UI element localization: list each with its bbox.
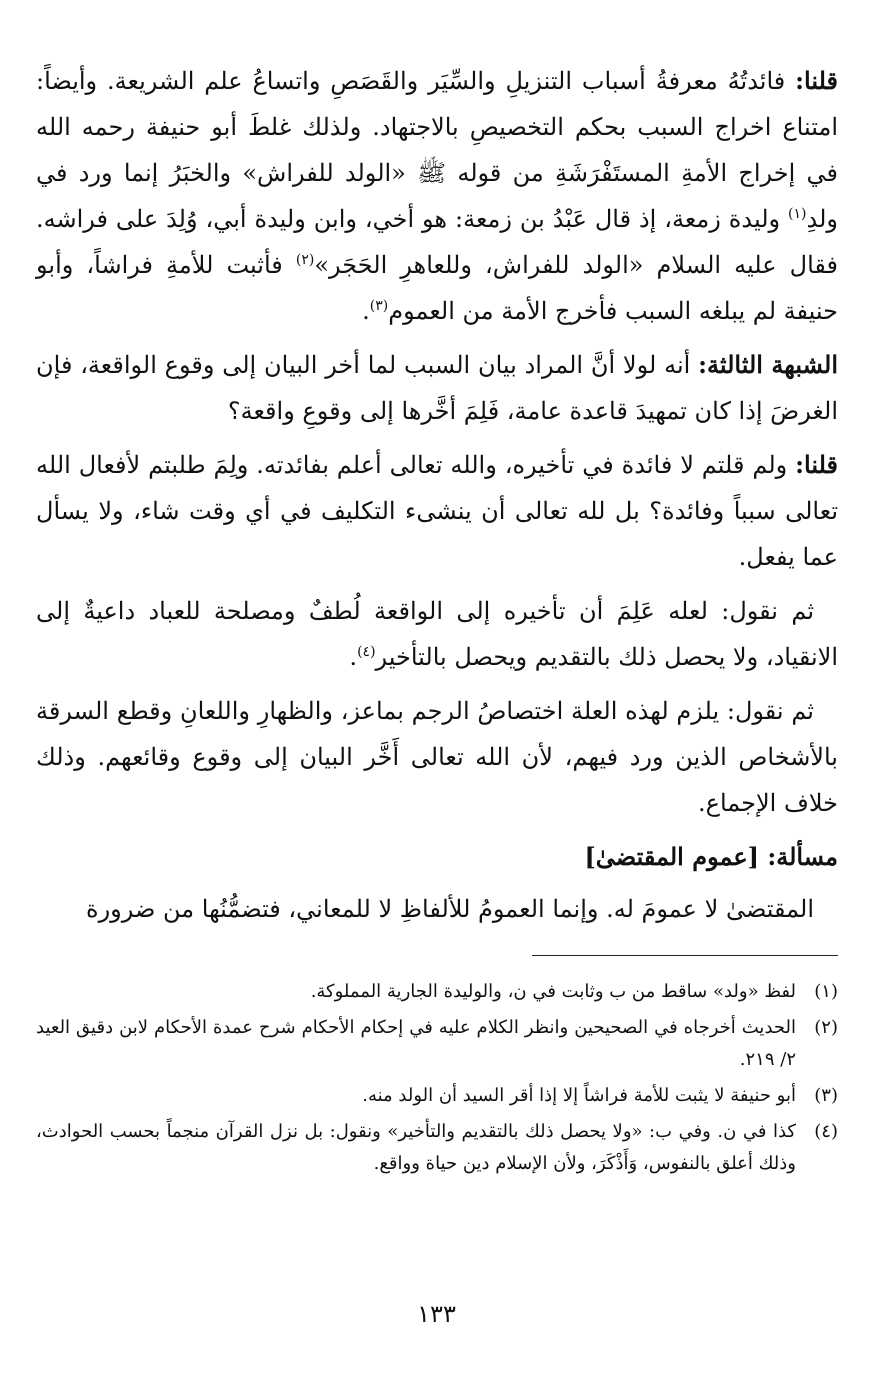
footnote-number: (١) — [814, 981, 838, 1002]
paragraph-text-cont: فأثبت للأمةِ فراشاً، وأبو حنيفة لم يبلغه السبب فأخرج الأمة من العموم — [36, 251, 838, 325]
main-text — [36, 58, 838, 940]
footnote-ref-3[interactable]: (٣) — [369, 298, 389, 314]
footnote-ref-1[interactable]: (١) — [788, 206, 807, 222]
footnote-text: لفظ «ولد» ساقط من ب وثابت في ن، والوليدة الجارية المملوكة. — [310, 981, 796, 1002]
paragraph-6 — [36, 886, 838, 932]
footnote-text: كذا في ن. وفي ب: «ولا يحصل ذلك بالتقديم والتأخير» ونقول: بل نزل القرآن منجماً بحسب الحوادث، وذلك أعلق بالنفوس، وَأَذْكَرَ، ولأن الإسلام دين حياة وواقع. — [36, 1121, 796, 1174]
footnote-ref-2[interactable]: (٢) — [295, 252, 315, 268]
heading-title: [عموم المقتضىٰ] — [584, 842, 760, 871]
paragraph-lead: قلنا: — [795, 66, 838, 95]
paragraph-text-end: . — [349, 643, 358, 671]
paragraph-3 — [36, 442, 838, 580]
paragraph-text: فائدتُهُ معرفةُ أسباب التنزيلِ والسِّيَر والقَصَصِ واتساعُ علم الشريعة. وأيضاً: امتناع اخراج السبب بحكم التخصيصِ بالاجتهاد. ولذلك غلطَ أبو حنيفة رحمه الله في إخراج الأمةِ المستَفْرَشَةِ من قوله ﷺ «الولد للفراش» والخبَرُ إنما ورد في ولدِ — [36, 67, 838, 233]
paragraph-5 — [36, 688, 838, 826]
paragraph-lead: الشبهة الثالثة: — [698, 350, 838, 379]
footnote-number: (٤) — [814, 1121, 838, 1142]
footnote-4 — [36, 1116, 838, 1180]
paragraph-2 — [36, 342, 838, 434]
footnote-number: (٣) — [814, 1085, 838, 1106]
paragraph-text-end: . — [362, 297, 370, 325]
footnote-divider — [532, 955, 838, 956]
paragraph-1 — [36, 58, 838, 334]
footnote-2 — [36, 1012, 838, 1076]
footnotes — [36, 976, 838, 1184]
paragraph-text: ولم قلتم لا فائدة في تأخيره، والله تعالى أعلم بفائدته. ولِمَ طلبتم لأفعال الله تعالى سبباً وفائدة؟ بل لله تعالى أن ينشىء التكليف في أي وقت شاء، ولا يسأل عما يفعل. — [36, 451, 838, 571]
paragraph-text: ثم نقول: يلزم لهذه العلة اختصاصُ الرجم بماعز، والظهارِ واللعانِ وقطع السرقة بالأشخاص الذين ورد فيهم، لأن الله تعالى أَخَّر البيان إلى وقوع وقائعهم. وذلك خلاف الإجماع. — [36, 697, 838, 817]
footnote-text: الحديث أخرجاه في الصحيحين وانظر الكلام عليه في إحكام الأحكام شرح عمدة الأحكام لابن دقيق العيد ٢/ ٢١٩. — [36, 1017, 796, 1070]
paragraph-text-cont: وليدة زمعة، إذ قال عَبْدُ بن زمعة: هو أخي، وابن وليدة أبي، وُلِدَ على فراشه. فقال عليه السلام «الولد للفراش، وللعاهرِ الحَجَر» — [36, 205, 839, 279]
footnote-number: (٢) — [814, 1017, 838, 1038]
footnote-3 — [36, 1080, 838, 1112]
paragraph-text: المقتضىٰ لا عمومَ له. وإنما العمومُ للألفاظِ لا للمعاني، فتضمُّنُها من ضرورة — [86, 895, 814, 923]
paragraph-text: أنه لولا أنَّ المراد بيان السبب لما أخر البيان إلى وقوع الواقعة، فإن الغرضَ إذا كان تمهيدَ قاعدة عامة، فَلِمَ أخَّرها إلى وقوعِ واقعة؟ — [36, 351, 838, 425]
page-number: ١٣٣ — [417, 1300, 456, 1328]
footnote-1 — [36, 976, 838, 1008]
paragraph-lead: قلنا: — [795, 450, 838, 479]
paragraph-4 — [36, 588, 838, 680]
section-heading — [36, 834, 838, 880]
heading-lead: مسألة: — [767, 842, 838, 871]
footnote-text: أبو حنيفة لا يثبت للأمة فراشاً إلا إذا أقر السيد أن الولد منه. — [362, 1085, 796, 1106]
footnote-ref-4[interactable]: (٤) — [357, 644, 376, 660]
paragraph-text: ثم نقول: لعله عَلِمَ أن تأخيره إلى الواقعة لُطفٌ ومصلحة للعباد داعيةٌ إلى الانقياد، ولا يحصل ذلك بالتقديم ويحصل بالتأخير — [36, 597, 838, 671]
